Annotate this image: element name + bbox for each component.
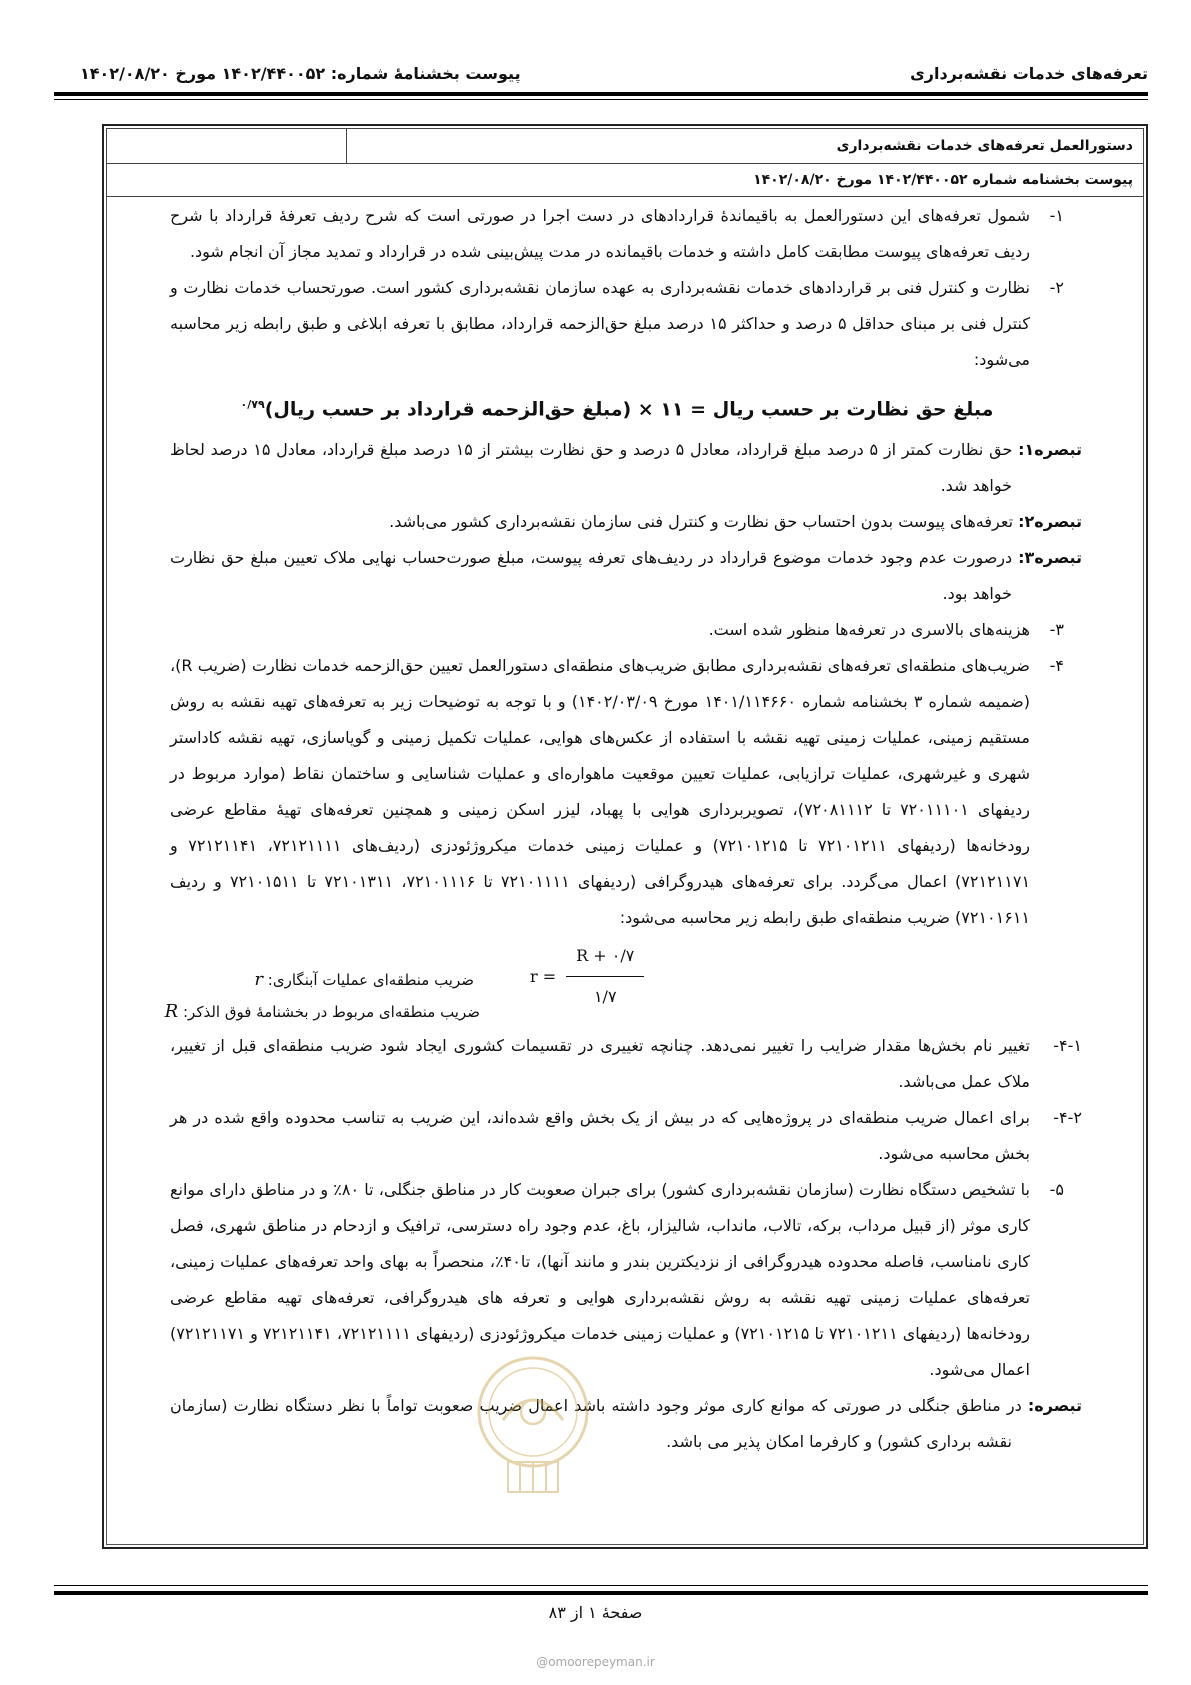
header-rule-thin [54,99,1148,100]
clause-4-2 [170,1100,1082,1172]
legend-R [165,994,480,1030]
clause-number: ۳- [1049,620,1064,640]
note-label: تبصره۲: [1018,512,1082,532]
header-rule-thick [54,92,1148,96]
legend-R-text: ضریب منطقه‌ای مربوط در بخشنامهٔ فوق الذکر: [182,1003,480,1022]
formula-times: × [637,398,654,421]
running-header-reference: پیوست بخشنامهٔ شماره: ۱۴۰۲/۴۴۰۰۵۲ مورخ ۱۴۰۲/۰۸/۲۰ [80,63,521,83]
clause-number: ۵- [1049,1180,1064,1200]
clause-text: هزینه‌های بالاسری در تعرفه‌ها منظور شده است. [708,620,1030,640]
document-subtitle: پیوست بخشنامه شماره ۱۴۰۲/۴۴۰۰۵۲ مورخ ۱۴۰۲/۰۸/۲۰ [107,164,1144,197]
clause-text: برای اعمال ضریب منطقه‌ای در پروژه‌هایی که در بیش از یک بخش واقع شده‌اند، این ضریب به تناسب محدوده واقع شده در هر بخش محاسبه می‌شود. [170,1108,1030,1164]
clause-2 [170,270,1064,378]
ratio-lhs: r = [530,966,557,986]
hydrography-ratio-formula [530,938,644,1015]
legend-r-symbol: r [254,969,264,991]
formula-equals: = [690,398,707,421]
legend-r-text: ضریب منطقه‌ای عملیات آبنگاری: [267,971,474,990]
formula-coefficient: ۱۱ [660,398,684,421]
clause-4-1 [170,1028,1082,1100]
clause-3 [170,612,1064,648]
formula-exponent: ۰/۷۹ [240,398,265,411]
note-5 [170,1388,1082,1460]
note-text: درصورت عدم وجود خدمات موضوع قرارداد در ردیف‌های تعرفه پیوست، مبلغ صورت‌حساب نهایی ملاک تعیین مبلغ حق نظارت خواهد بود. [170,548,1013,604]
note-text: تعرفه‌های پیوست بدون احتساب حق نظارت و کنترل فنی سازمان نقشه‌برداری کشور می‌باشد. [389,512,1014,532]
footer-rule-thin [54,1585,1148,1586]
footer-rule-thick [54,1591,1148,1595]
legend-r [254,962,474,998]
formula-rhs: (مبلغ حق‌الزحمه قرارداد بر حسب ریال) [264,398,632,421]
document-title: دستورالعمل تعرفه‌های خدمات نقشه‌برداری [347,129,1144,164]
legend-R-symbol: R [164,1001,179,1023]
note-label: تبصره۱: [1018,440,1082,460]
document-header-table [106,128,1144,197]
clause-text: ضریب‌های منطقه‌ای تعرفه‌های نقشه‌برداری مطابق ضریب‌های منطقه‌ای دستورالعمل تعیین حق‌الزحمه خدمات نظارت (ضریب R)، (ضمیمه شماره ۳ بخشنامه شماره ۱۴۰۱/۱۱۴۶۶۰ مورخ ۱۴۰۲/۰۳/۰۹) و با توجه به توضیحات زیر به تعرفه‌های تهیه نقشه به روش مستقیم زمینی، عملیات زمینی تهیه نقشه با استفاده از عکس‌های هوایی، عملیات تکمیل زمینی و گویاسازی، تهیه نقشه کاداستر شهری و غیرشهری، عملیات ترازیابی، عملیات تعیین موقعیت ماهواره‌ای و عملیات شناسایی و ساختمان نقاط (موارد مربوط در ردیفهای ۷۲۰۱۱۱۰۱ تا ۷۲۰۸۱۱۱۲)، تصویربرداری هوایی با پهباد، لیزر اسکن زمینی و همچنین تعرفه‌های تهیهٔ مقاطع عرضی رودخانه‌ها (ردیفهای ۷۲۱۰۱۲۱۱ تا ۷۲۱۰۱۲۱۵) و عملیات زمینی خدمات میکروژئودزی (ردیف‌های ۷۲۱۲۱۱۱۱، ۷۲۱۲۱۱۴۱ و ۷۲۱۲۱۱۷۱) اعمال می‌گردد. برای تعرفه‌های هیدروگرافی (ردیفهای ۷۲۱۰۱۱۱۱ تا ۷۲۱۰۱۱۱۶، ۷۲۱۰۱۳۱۱ تا ۷۲۱۰۱۵۱۱ و ردیف ۷۲۱۰۱۶۱۱) ضریب منطقه‌ای طبق رابطه زیر محاسبه می‌شود: [170,656,1031,928]
running-header-title: تعرفه‌های خدمات نقشه‌برداری [910,63,1148,83]
ratio-denominator: ۱/۷ [593,987,617,1007]
clause-1 [170,198,1064,270]
note-3 [170,540,1082,612]
formula-lhs: مبلغ حق نظارت بر حسب ریال [712,398,994,421]
document-body [164,198,1083,1460]
page-number: صفحهٔ ۱ از ۸۳ [548,1603,643,1622]
note-text: در مناطق جنگلی در صورتی که موانع کاری موثر وجود داشته باشد اعمال ضریب صعوبت تواماً با نظر دستگاه نظارت (سازمان نقشه برداری کشور) و کارفرما امکان پذیر می باشد. [170,1396,1022,1452]
supervision-fee-formula [170,382,1064,432]
note-label: تبصره۳: [1018,548,1083,568]
ratio-fraction [566,938,644,1015]
clause-text: نظارت و کنترل فنی بر قراردادهای خدمات نقشه‌برداری به عهده سازمان نقشه‌برداری کشور است. صورتحساب خدمات نظارت و کنترل فنی بر مبنای حداقل ۵ درصد و حداکثر ۱۵ درصد مبلغ حق‌الزحمه قرارداد، مطابق با تعرفه ابلاغی و طبق رابطه زیر محاسبه می‌شود: [170,278,1030,369]
clause-number: ۴-۲- [1053,1108,1082,1128]
clause-5 [170,1172,1064,1388]
clause-text: با تشخیص دستگاه نظارت (سازمان نقشه‌برداری کشور) برای جبران صعوبت کار در مناطق جنگلی، تا ۸۰٪ و در مناطق دارای موانع کاری موثر (از قبیل مرداب، برکه، تالاب، مانداب، شالیزار، باغ، عدم وجود راه دسترسی، ترافیک و ازدحام در مناطق شهری، فصل کاری نامناسب، فاصله محدوده هیدروگرافی از نزدیکترین بندر و مانند آنها)، تا۴۰٪، منحصراً به بهای واحد تعرفه‌های عملیات زمینی، تعرفه‌های عملیات زمینی تهیه نقشه به روش نقشه‌برداری هوایی و تعرفه های هیدروگرافی، تعرفه‌های تهیه مقاطع عرضی رودخانه‌ها (ردیفهای ۷۲۱۰۱۲۱۱ تا ۷۲۱۰۱۲۱۵) و عملیات زمینی خدمات میکروژئودزی (ردیفهای ۷۲۱۲۱۱۱۱، ۷۲۱۲۱۱۴۱ و ۷۲۱۲۱۱۷۱) اعمال می‌شود. [170,1180,1031,1380]
clause-text: شمول تعرفه‌های این دستورالعمل به باقیماندهٔ قراردادهای در دست اجرا در صورتی است که شرح ردیف تعرفهٔ قرارداد با شرح ردیف تعرفه‌های پیوست مطابقت کامل داشته و خدمات باقیمانده در مدت پیش‌بینی شده در قرارداد و تمدید مجاز آن انجام شود. [170,206,1030,261]
clause-number: ۴- [1049,656,1064,676]
clause-4 [170,648,1064,936]
note-1 [170,432,1082,504]
ratio-numerator: R + ۰/۷ [566,938,644,977]
note-2 [170,504,1082,540]
clause-number: ۱- [1049,206,1064,225]
clause-text: تغییر نام بخش‌ها مقدار ضرایب را تغییر نمی‌دهد. چنانچه تغییری در تقسیمات کشوری ایجاد شود ضریب منطقه‌ای قبل از تغییر، ملاک عمل می‌باشد. [170,1036,1030,1092]
running-header [80,58,1148,88]
note-label: تبصره: [1027,1396,1082,1416]
seal-icon [468,1350,598,1500]
clause-number: ۴-۱- [1053,1036,1082,1056]
hydrography-ratio-block [164,936,1064,1028]
website-watermark: @omoorepeyman.ir [536,1655,655,1669]
document-header-empty-cell [107,129,347,164]
note-text: حق نظارت کمتر از ۵ درصد مبلغ قرارداد، معادل ۵ درصد و حق نظارت بیشتر از ۱۵ درصد مبلغ قرارداد، معادل ۱۵ درصد لحاظ خواهد شد. [170,440,1013,496]
clause-number: ۲- [1049,278,1064,297]
